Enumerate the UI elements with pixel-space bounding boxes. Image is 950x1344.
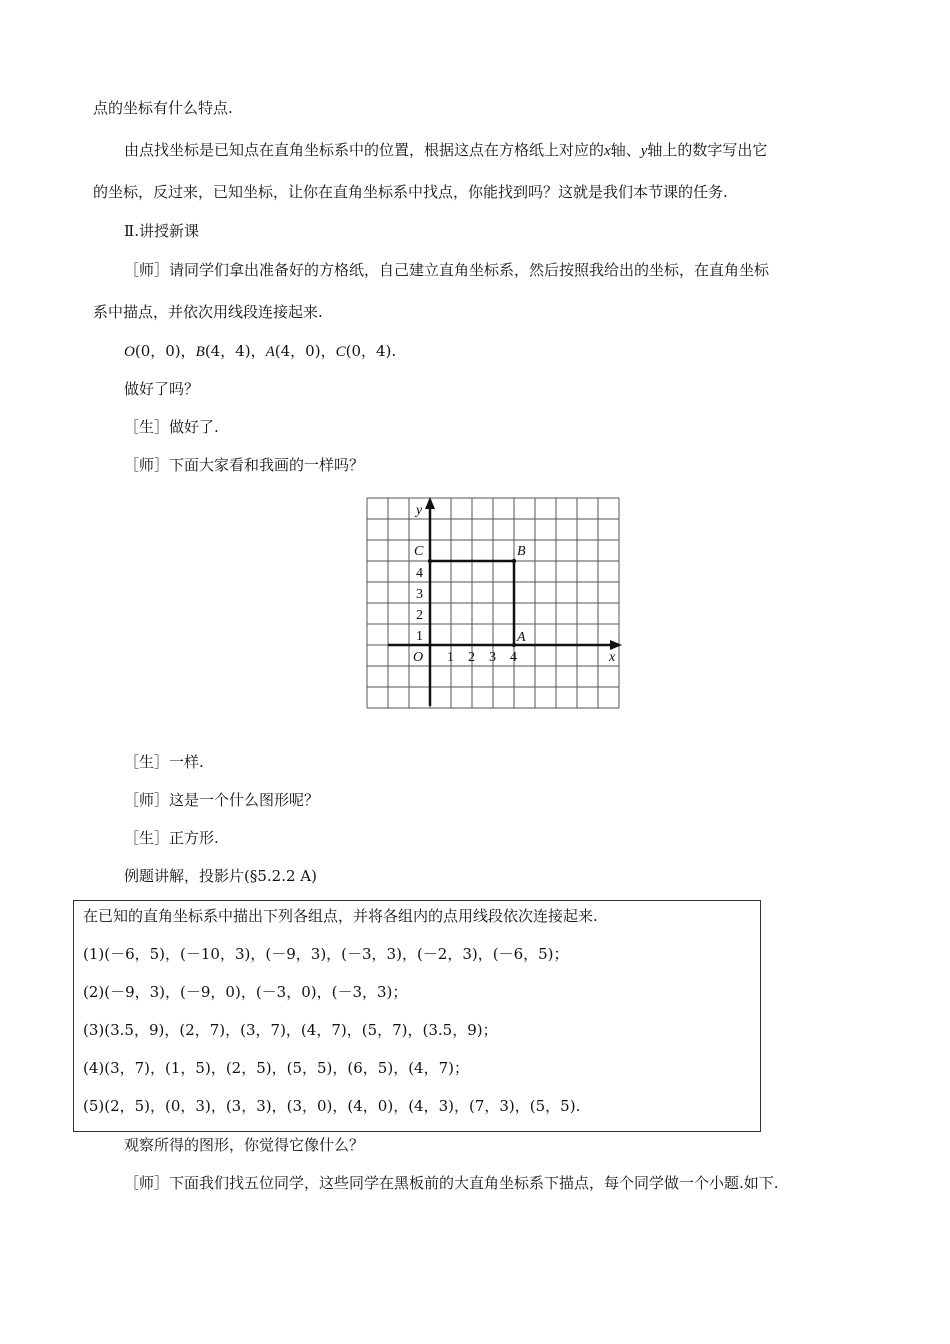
coordinate-figure bbox=[360, 495, 630, 717]
variable-x: x bbox=[604, 143, 611, 159]
section-heading: Ⅱ.讲授新课 bbox=[124, 222, 199, 240]
paragraph-line: ［师］下面大家看和我画的一样吗？ bbox=[124, 456, 365, 474]
y-tick-label: 1 bbox=[416, 629, 423, 644]
point-name: B bbox=[195, 344, 205, 360]
x-axis-arrow-icon bbox=[610, 640, 622, 650]
exercise-intro: 在已知的直角坐标系中描出下列各组点，并将各组内的点用线段依次连接起来. bbox=[83, 907, 598, 925]
point-coord: (4，0)， bbox=[274, 342, 336, 360]
point-label-A: A bbox=[517, 630, 526, 645]
points-line bbox=[124, 341, 396, 362]
paragraph-line: 例题讲解，投影片(§5.2.2 A) bbox=[124, 867, 317, 885]
y-axis-arrow-icon bbox=[425, 497, 435, 509]
exercise-item: (3)(3.5，9)，(2，7)，(3，7)，(4，7)，(5，7)，(3.5，9)； bbox=[83, 1021, 498, 1039]
paragraph-line: ［生］正方形. bbox=[124, 829, 219, 847]
x-tick-label: 4 bbox=[510, 650, 517, 665]
variable-y: y bbox=[640, 143, 648, 159]
point-marker-C bbox=[428, 559, 432, 563]
paragraph-line: 观察所得的图形，你觉得它像什么？ bbox=[124, 1136, 365, 1154]
exercise-box bbox=[73, 900, 761, 1132]
paragraph-line: ［师］这是一个什么图形呢？ bbox=[124, 791, 320, 809]
point-name: C bbox=[335, 344, 346, 360]
point-name: A bbox=[265, 344, 275, 360]
paragraph-line bbox=[124, 140, 767, 161]
y-tick-label: 3 bbox=[416, 587, 423, 602]
y-axis-label: y bbox=[416, 503, 423, 518]
paragraph-line: 的坐标，反过来，已知坐标，让你在直角坐标系中找点，你能找到吗？这就是我们本节课的任务. bbox=[93, 183, 728, 201]
x-tick-label: 1 bbox=[447, 650, 454, 665]
paragraph-line: ［生］做好了. bbox=[124, 418, 219, 436]
point-label-B: B bbox=[517, 544, 526, 559]
x-tick-label: 2 bbox=[468, 650, 475, 665]
text-run: 轴上的数字写出它 bbox=[647, 141, 768, 159]
point-coord: (4，4)， bbox=[204, 342, 266, 360]
point-coord: (0，0)， bbox=[134, 342, 196, 360]
origin-label: O bbox=[413, 650, 424, 665]
x-axis-label: x bbox=[609, 650, 616, 665]
text-run: 轴、 bbox=[610, 141, 641, 159]
point-marker-B bbox=[512, 559, 516, 563]
exercise-item: (2)(－9，3)，(－9，0)，(－3，0)，(－3，3)； bbox=[83, 983, 408, 1001]
x-tick-label: 3 bbox=[489, 650, 496, 665]
y-tick-label: 2 bbox=[416, 608, 423, 623]
point-label-C: C bbox=[414, 544, 424, 559]
point-coord: (0，4). bbox=[345, 342, 397, 360]
paragraph-line: ［师］请同学们拿出准备好的方格纸，自己建立直角坐标系，然后按照我给出的坐标，在直角坐标 bbox=[124, 261, 770, 279]
point-name: O bbox=[124, 344, 135, 360]
y-tick-label: 4 bbox=[416, 566, 423, 581]
coordinate-grid-svg bbox=[360, 495, 630, 717]
exercise-item: (1)(－6，5)，(－10，3)，(－9，3)，(－3，3)，(－2，3)，(－6，5)； bbox=[83, 945, 569, 963]
point-marker-A bbox=[512, 643, 516, 647]
paragraph-line: 做好了吗？ bbox=[124, 380, 200, 398]
paragraph-line: 点的坐标有什么特点. bbox=[93, 99, 233, 117]
text-run: 由点找坐标是已知点在直角坐标系中的位置，根据这点在方格纸上对应的 bbox=[124, 141, 605, 159]
paragraph-line: ［生］一样. bbox=[124, 753, 204, 771]
exercise-item: (4)(3，7)，(1，5)，(2，5)，(5，5)，(6，5)，(4，7)； bbox=[83, 1059, 469, 1077]
paragraph-line: 系中描点，并依次用线段连接起来. bbox=[93, 303, 323, 321]
paragraph-line: ［师］下面我们找五位同学，这些同学在黑板前的大直角坐标系下描点，每个同学做一个小题.如下. bbox=[124, 1174, 779, 1192]
exercise-item: (5)(2，5)，(0，3)，(3，3)，(3，0)，(4，0)，(4，3)，(7，3)，(5，5). bbox=[83, 1097, 581, 1115]
